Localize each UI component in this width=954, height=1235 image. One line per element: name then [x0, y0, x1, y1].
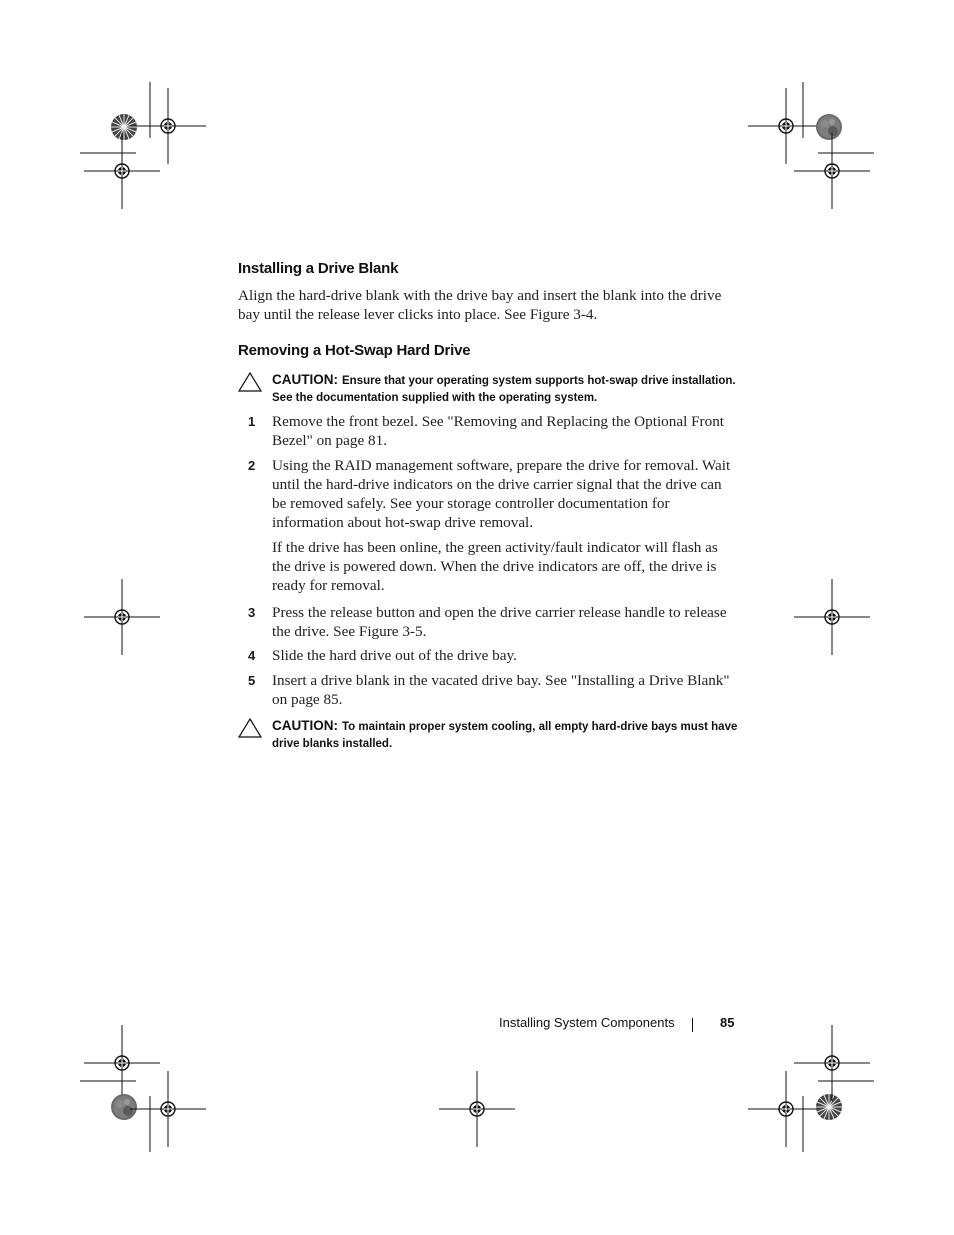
caution-triangle-icon	[238, 372, 262, 392]
step-text: Remove the front bezel. See "Removing and Replacing the Optional Front Bezel" on page 81.	[272, 413, 725, 449]
footer-chapter-title: Installing System Components	[499, 1015, 675, 1030]
caution-text: To maintain proper system cooling, all empty hard-drive bays must have drive blanks installed.	[272, 721, 738, 750]
step-number: 5	[248, 673, 256, 688]
color-target-icon	[816, 1094, 842, 1120]
caution-label: CAUTION:	[272, 718, 338, 733]
registration-mark-icon	[130, 1071, 206, 1147]
registration-mark-icon	[748, 1071, 824, 1147]
list-item	[238, 412, 738, 450]
page-number: 85	[720, 1015, 735, 1030]
registration-mark-icon	[794, 1025, 870, 1101]
step-text: Press the release button and open the drive carrier release handle to release the drive. See Figure 3-5.	[272, 604, 727, 640]
registration-mark-icon	[130, 88, 206, 164]
section-body-installing-drive-blank: Align the hard-drive blank with the drive bay and insert the blank into the drive bay until the release lever clicks into place. See Figure 3-4.	[238, 287, 722, 323]
caution-notice	[238, 371, 738, 407]
registration-mark-icon	[748, 88, 824, 164]
caution-label: CAUTION:	[272, 372, 338, 387]
registration-mark-icon	[439, 1071, 515, 1147]
step-text: Slide the hard drive out of the drive bay.	[272, 647, 517, 664]
registration-mark-icon	[84, 133, 160, 209]
color-target-icon	[111, 1094, 137, 1120]
list-item	[238, 603, 738, 641]
step-text: Using the RAID management software, prepare the drive for removal. Wait until the hard-drive indicators on the drive carrier signal that the drive can be removed safely. See your storage controller documentation for information about hot-swap drive removal.	[272, 457, 731, 531]
list-item	[238, 456, 738, 595]
registration-mark-icon	[794, 133, 870, 209]
caution-text: Ensure that your operating system supports hot-swap drive installation. See the documentation supplied with the operating system.	[272, 375, 736, 404]
caution-triangle-icon	[238, 718, 262, 738]
step-number: 3	[248, 605, 256, 620]
section-heading-installing-drive-blank: Installing a Drive Blank	[238, 260, 399, 277]
footer-divider	[692, 1018, 693, 1032]
step-number: 4	[248, 648, 256, 663]
registration-mark-icon	[84, 579, 160, 655]
registration-mark-icon	[84, 1025, 160, 1101]
step-number: 2	[248, 458, 256, 473]
registration-mark-icon	[794, 579, 870, 655]
list-item	[238, 646, 738, 665]
step-note: If the drive has been online, the green activity/fault indicator will flash as the drive is powered down. When the drive indicators are off, the drive is ready for removal.	[272, 539, 718, 594]
list-item	[238, 671, 738, 709]
caution-notice	[238, 717, 738, 753]
color-target-icon	[816, 114, 842, 140]
section-heading-removing-hot-swap: Removing a Hot-Swap Hard Drive	[238, 342, 471, 359]
step-number: 1	[248, 414, 256, 429]
color-target-icon	[111, 114, 137, 140]
step-text: Insert a drive blank in the vacated drive bay. See "Installing a Drive Blank" on page 85.	[272, 672, 730, 708]
